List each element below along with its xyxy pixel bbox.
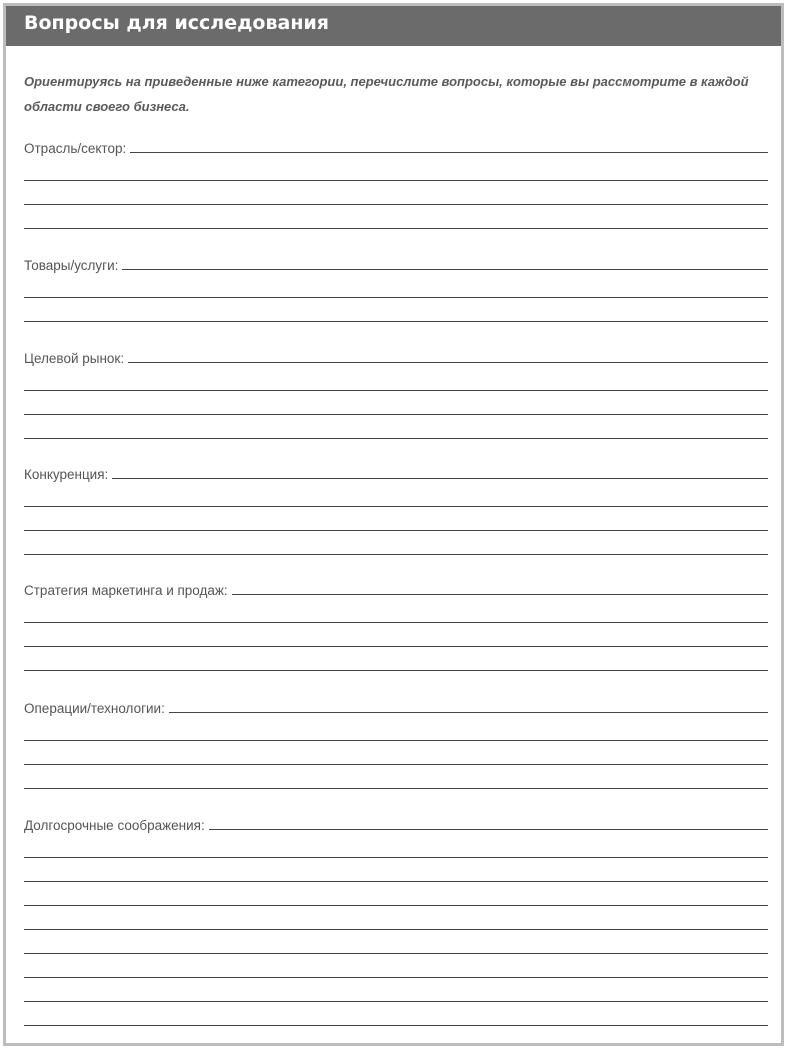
section-long-term (24, 814, 768, 1026)
answer-line[interactable] (24, 954, 768, 978)
answer-line[interactable] (122, 269, 768, 270)
section-lines (24, 717, 768, 789)
section-products (24, 254, 768, 322)
section-first-row (24, 347, 768, 367)
answer-line[interactable] (112, 478, 768, 479)
page-title: Вопросы для исследования (24, 12, 329, 34)
section-first-row (24, 814, 768, 834)
answer-line[interactable] (24, 765, 768, 789)
section-first-row (24, 254, 768, 274)
answer-line[interactable] (24, 882, 768, 906)
answer-line[interactable] (209, 829, 768, 830)
answer-line[interactable] (24, 483, 768, 507)
answer-line[interactable] (24, 298, 768, 322)
answer-line[interactable] (24, 274, 768, 298)
section-first-row (24, 697, 768, 717)
section-label: Долгосрочные соображения: (24, 818, 205, 833)
answer-line[interactable] (24, 157, 768, 181)
answer-line[interactable] (169, 712, 768, 713)
section-lines (24, 157, 768, 229)
section-label: Стратегия маркетинга и продаж: (24, 583, 228, 598)
answer-line[interactable] (24, 367, 768, 391)
section-label: Целевой рынок: (24, 351, 125, 366)
section-lines (24, 834, 768, 1026)
section-label: Отрасль/сектор: (24, 141, 127, 156)
section-lines (24, 367, 768, 439)
section-first-row (24, 463, 768, 483)
section-competition (24, 463, 768, 555)
answer-line[interactable] (24, 623, 768, 647)
section-lines (24, 599, 768, 671)
answer-line[interactable] (24, 205, 768, 229)
section-label: Конкуренция: (24, 467, 109, 482)
answer-line[interactable] (24, 647, 768, 671)
answer-line[interactable] (24, 507, 768, 531)
answer-line[interactable] (24, 717, 768, 741)
section-lines (24, 483, 768, 555)
answer-line[interactable] (24, 834, 768, 858)
answer-line[interactable] (24, 599, 768, 623)
answer-line[interactable] (24, 1002, 768, 1026)
header-bar (6, 6, 781, 46)
section-label: Операции/технологии: (24, 701, 165, 716)
answer-line[interactable] (24, 415, 768, 439)
answer-line[interactable] (24, 930, 768, 954)
section-first-row (24, 579, 768, 599)
answer-line[interactable] (130, 152, 768, 153)
section-first-row (24, 137, 768, 157)
answer-line[interactable] (232, 594, 768, 595)
answer-line[interactable] (128, 362, 768, 363)
answer-line[interactable] (24, 181, 768, 205)
answer-line[interactable] (24, 531, 768, 555)
section-lines (24, 274, 768, 322)
answer-line[interactable] (24, 741, 768, 765)
section-marketing-sales (24, 579, 768, 671)
answer-line[interactable] (24, 978, 768, 1002)
section-industry (24, 137, 768, 229)
answer-line[interactable] (24, 906, 768, 930)
worksheet-frame (3, 3, 784, 1046)
instructions-text: Ориентируясь на приведенные ниже категории, перечислите вопросы, которые вы рассмотрите в каждой области своего бизнеса. (24, 74, 749, 114)
answer-line[interactable] (24, 391, 768, 415)
answer-line[interactable] (24, 858, 768, 882)
section-label: Товары/услуги: (24, 258, 119, 273)
section-target-market (24, 347, 768, 439)
section-operations-technology (24, 697, 768, 789)
